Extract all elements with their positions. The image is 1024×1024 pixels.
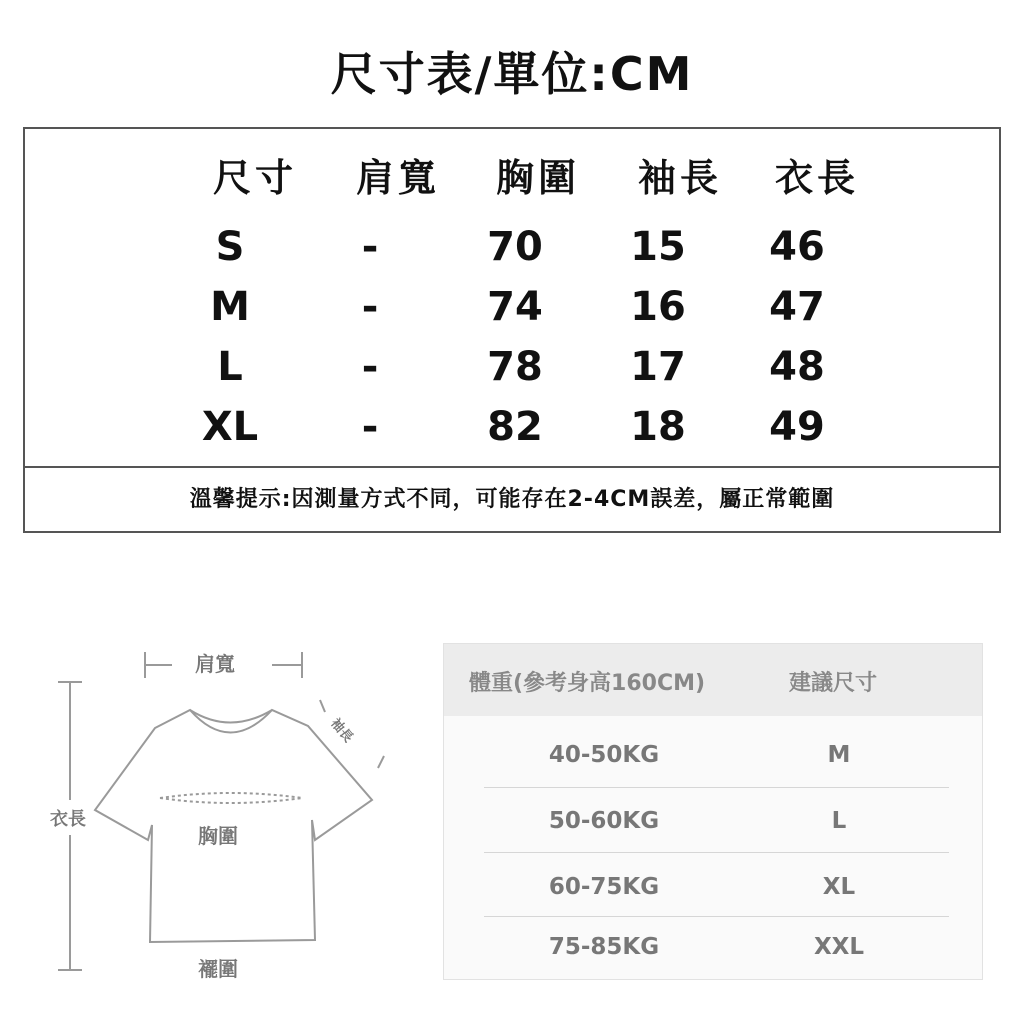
length-cell: 49 [769,404,825,450]
length-cell: 46 [769,224,825,270]
header-size: 尺寸 [212,156,297,200]
shoulder-label: 肩寬 [195,652,235,676]
weight-cell: 50-60KG [548,808,660,834]
tshirt-outline-icon [40,640,400,990]
sleeve-cell: 16 [630,284,686,330]
header-weight: 體重(參考身高160CM) [469,671,706,696]
weight-cell: 75-85KG [548,934,660,960]
recommended-size-cell: L [831,808,847,834]
weight-cell: 60-75KG [548,874,660,900]
row-divider [484,916,949,917]
tshirt-measurement-diagram [40,640,400,990]
recommended-size-cell: XXL [813,934,865,960]
chest-cell: 78 [487,344,543,390]
chest-label: 胸圍 [198,824,238,848]
table-divider [25,466,999,468]
measurement-note: 溫馨提示:因測量方式不同，可能存在2-4CM誤差，屬正常範圍 [189,487,835,512]
length-cell: 48 [769,344,825,390]
size-cell: XL [201,404,259,450]
sleeve-cell: 17 [630,344,686,390]
sleeve-label: 袖長 [327,716,356,746]
recommended-size-cell: M [827,742,851,768]
chest-cell: 70 [487,224,543,270]
size-cell: M [210,284,250,330]
header-length: 衣長 [774,156,859,200]
header-recommended-size: 建議尺寸 [789,671,878,696]
row-divider [484,787,949,788]
shoulder-cell: - [361,284,379,330]
page-title: 尺寸表/單位:CM [330,47,694,101]
sleeve-cell: 15 [630,224,686,270]
shoulder-cell: - [361,344,379,390]
chest-cell: 82 [487,404,543,450]
size-cell: S [215,224,245,270]
size-chart-table [23,127,1001,533]
header-chest: 胸圍 [495,156,580,200]
header-shoulder: 肩寬 [355,156,440,200]
hem-label: 襬圍 [198,957,238,981]
length-cell: 47 [769,284,825,330]
weight-size-table [443,643,983,980]
sleeve-cell: 18 [630,404,686,450]
size-cell: L [217,344,243,390]
chest-cell: 74 [487,284,543,330]
recommended-size-cell: XL [822,874,856,900]
row-divider [484,852,949,853]
header-sleeve: 袖長 [637,156,722,200]
weight-cell: 40-50KG [548,742,660,768]
shoulder-cell: - [361,224,379,270]
shoulder-cell: - [361,404,379,450]
length-label: 衣長 [50,809,86,830]
